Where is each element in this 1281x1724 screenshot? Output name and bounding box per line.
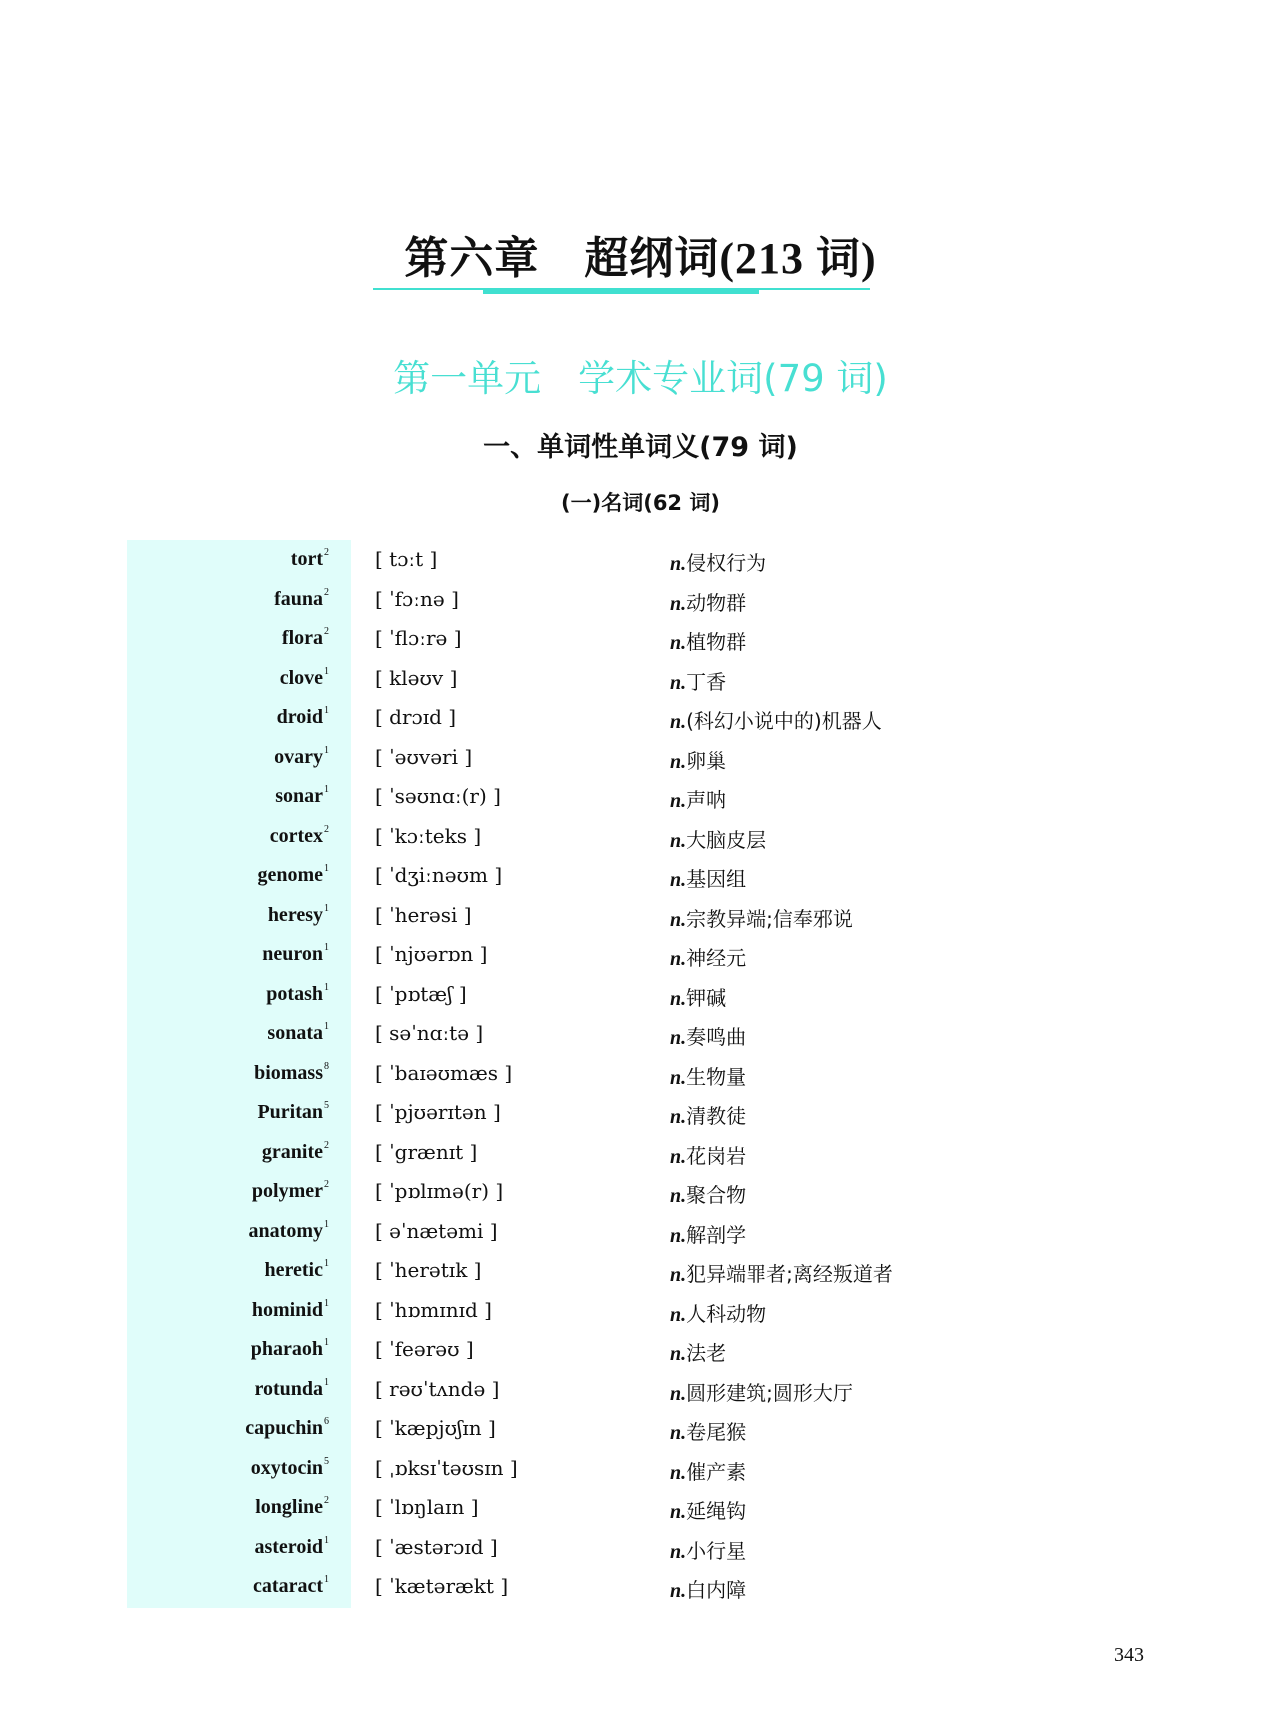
meaning-text: (科幻小说中的)机器人 (686, 709, 882, 733)
meaning-text: 大脑皮层 (686, 827, 767, 852)
part-of-speech: n. (670, 671, 687, 694)
frequency-superscript: 2 (324, 1495, 329, 1506)
entry-word (253, 1574, 329, 1598)
word-text: hominid (251, 1298, 323, 1321)
entry-phonetic: [ ˈpɒlɪmə(r) ] (375, 1179, 504, 1203)
vocabulary-entry (0, 1298, 1281, 1338)
entry-word (254, 1377, 329, 1401)
entry-phonetic: [ ˈnjʊərɒn ] (375, 942, 488, 966)
entry-word (266, 982, 329, 1006)
entry-meaning (670, 1021, 746, 1050)
frequency-superscript: 1 (324, 1534, 329, 1546)
entry-meaning (670, 1298, 766, 1327)
entry-meaning (670, 666, 726, 695)
meaning-text: 法老 (686, 1341, 727, 1365)
vocabulary-entry (0, 745, 1281, 785)
entry-meaning (670, 626, 746, 655)
word-text: tort (290, 548, 323, 570)
meaning-text: 侵权行为 (686, 551, 767, 575)
vocabulary-entry (0, 1416, 1281, 1456)
frequency-superscript: 1 (324, 981, 329, 993)
vocabulary-entry (0, 587, 1281, 627)
entry-word (291, 547, 329, 571)
entry-meaning (670, 1219, 746, 1248)
vocabulary-entry (0, 863, 1281, 903)
entry-phonetic: [ ˈæstərɔɪd ] (375, 1534, 498, 1559)
meaning-text: 催产素 (686, 1459, 747, 1484)
entry-phonetic: [ ˈflɔːrə ] (375, 626, 462, 650)
chapter-title: 第六章 超纲词(213 词) (404, 234, 877, 283)
vocabulary-entry (0, 1337, 1281, 1377)
meaning-text: 白内障 (686, 1578, 747, 1602)
meaning-text: 动物群 (686, 590, 747, 615)
frequency-superscript: 2 (324, 823, 329, 835)
meaning-text: 丁香 (686, 669, 727, 694)
vocabulary-entry (0, 903, 1281, 943)
entry-word (257, 863, 329, 887)
word-text: granite (261, 1140, 323, 1163)
part-of-speech: n. (670, 1501, 687, 1523)
word-text: cortex (269, 824, 323, 847)
entry-meaning (670, 942, 746, 971)
frequency-superscript: 6 (324, 1416, 329, 1427)
frequency-superscript: 2 (324, 547, 329, 558)
word-text: polymer (251, 1180, 323, 1202)
part-of-speech: n. (670, 1382, 687, 1405)
entry-phonetic: [ drɔɪd ] (375, 705, 457, 729)
entry-meaning (670, 1377, 853, 1406)
entry-phonetic: [ ˈsəʊnɑː(r) ] (375, 784, 501, 808)
entry-meaning (670, 1179, 746, 1208)
vocabulary-entry (0, 1021, 1281, 1061)
entry-phonetic: [ ˈlɒŋlaɪn ] (375, 1495, 479, 1519)
part-of-speech: n. (670, 711, 687, 733)
vocabulary-entry (0, 1456, 1281, 1496)
frequency-superscript: 2 (324, 1139, 329, 1151)
vocabulary-entry (0, 1140, 1281, 1180)
part-of-speech: n. (670, 1224, 687, 1247)
word-text: asteroid (254, 1535, 323, 1558)
entry-phonetic: [ ˈpjʊərɪtən ] (375, 1100, 501, 1124)
word-text: biomass (254, 1061, 323, 1084)
entry-phonetic: [ ˈherətɪk ] (375, 1258, 482, 1282)
entry-meaning (670, 1456, 746, 1485)
part-of-speech: n. (670, 987, 687, 1010)
entry-word (282, 626, 329, 650)
section-title: 一、单词性单词义(79 词) (483, 432, 798, 463)
entry-phonetic: [ ˈkætərækt ] (375, 1574, 509, 1598)
meaning-text: 圆形建筑;圆形大厅 (686, 1380, 853, 1405)
entry-word (251, 1456, 329, 1480)
meaning-text: 花岗岩 (686, 1143, 747, 1168)
entry-word (274, 587, 329, 611)
meaning-text: 基因组 (686, 867, 747, 891)
entry-meaning (670, 903, 853, 932)
frequency-superscript: 1 (324, 1574, 329, 1585)
entry-meaning (670, 1495, 746, 1524)
meaning-text: 奏鸣曲 (686, 1025, 747, 1049)
entry-meaning (670, 982, 726, 1011)
vocabulary-entry (0, 942, 1281, 982)
entry-word (257, 1100, 329, 1124)
unit-title: 第一单元 学术专业词(79 词) (393, 357, 888, 400)
entry-meaning (670, 547, 766, 576)
entry-meaning (670, 1337, 726, 1366)
vocabulary-entry (0, 1179, 1281, 1219)
entry-phonetic: [ ˈpɒtæʃ ] (375, 981, 467, 1006)
entry-meaning (670, 1140, 746, 1169)
entry-phonetic: [ ˈdʒiːnəʊm ] (375, 863, 503, 887)
entry-meaning (670, 1535, 746, 1564)
entry-meaning (670, 824, 766, 853)
meaning-text: 宗教异端;信奉邪说 (686, 906, 853, 931)
meaning-text: 卵巢 (686, 748, 727, 773)
meaning-text: 钾碱 (686, 985, 727, 1010)
meaning-text: 人科动物 (686, 1301, 767, 1326)
entry-word (280, 666, 329, 690)
vocabulary-entry (0, 1535, 1281, 1575)
word-text: oxytocin (250, 1456, 323, 1479)
entry-meaning (670, 1574, 746, 1603)
word-text: heretic (264, 1259, 323, 1281)
vocabulary-entry (0, 1100, 1281, 1140)
entry-phonetic: [ kləʊv ] (375, 665, 458, 690)
frequency-superscript: 5 (324, 1455, 329, 1467)
vocabulary-entry (0, 547, 1281, 587)
frequency-superscript: 1 (324, 863, 329, 874)
part-of-speech: n. (670, 632, 687, 654)
vocabulary-entry (0, 626, 1281, 666)
frequency-superscript: 1 (324, 705, 329, 716)
meaning-text: 生物量 (686, 1064, 747, 1089)
word-text: sonar (275, 785, 323, 807)
entry-phonetic: [ rəʊˈtʌndə ] (375, 1376, 500, 1401)
frequency-superscript: 1 (324, 902, 329, 914)
part-of-speech: n. (670, 790, 687, 812)
word-text: cataract (253, 1575, 323, 1597)
word-text: anatomy (248, 1219, 323, 1242)
frequency-superscript: 1 (324, 1337, 329, 1348)
entry-phonetic: [ ˌɒksɪˈtəʊsɪn ] (375, 1455, 518, 1480)
part-of-speech: n. (670, 1422, 687, 1444)
frequency-superscript: 1 (324, 1218, 329, 1230)
entry-phonetic: [ əˈnætəmi ] (375, 1218, 498, 1243)
vocabulary-entry (0, 666, 1281, 706)
entry-phonetic: [ tɔːt ] (375, 547, 438, 571)
title-accent-bar (483, 288, 759, 294)
entry-meaning (670, 863, 746, 892)
entry-meaning (670, 745, 726, 774)
frequency-superscript: 1 (324, 1021, 329, 1032)
vocabulary-entry (0, 982, 1281, 1022)
part-of-speech: n. (670, 1303, 687, 1326)
word-text: longline (255, 1496, 323, 1518)
entry-phonetic: [ ˈfɔːnə ] (375, 586, 459, 611)
vocabulary-entry (0, 784, 1281, 824)
entry-phonetic: [ ˈəʊvəri ] (375, 744, 473, 769)
entry-phonetic: [ ˈgrænɪt ] (375, 1139, 478, 1164)
word-text: capuchin (245, 1417, 323, 1439)
frequency-superscript: 8 (324, 1060, 329, 1072)
part-of-speech: n. (670, 750, 687, 773)
word-text: Puritan (257, 1101, 323, 1123)
word-text: neuron (262, 943, 323, 965)
meaning-text: 植物群 (686, 630, 747, 654)
word-text: ovary (274, 745, 323, 768)
word-text: flora (281, 627, 323, 649)
entry-meaning (670, 587, 746, 616)
part-of-speech: n. (670, 908, 687, 931)
part-of-speech: n. (670, 1580, 687, 1602)
subsection-title: (一)名词(62 词) (561, 491, 720, 515)
vocabulary-entry (0, 824, 1281, 864)
entry-word (265, 1258, 330, 1282)
meaning-text: 声呐 (686, 788, 727, 812)
word-text: genome (257, 864, 323, 886)
entry-phonetic: [ ˈfeərəʊ ] (375, 1337, 474, 1361)
word-text: potash (266, 982, 323, 1005)
entry-meaning (670, 784, 726, 813)
entry-phonetic: [ ˈherəsi ] (375, 902, 472, 927)
entry-word (275, 784, 329, 808)
word-text: sonata (267, 1022, 323, 1044)
meaning-text: 清教徒 (686, 1104, 747, 1128)
part-of-speech: n. (670, 1264, 687, 1286)
entry-meaning (670, 1061, 746, 1090)
entry-meaning (670, 1416, 746, 1445)
entry-word (252, 1179, 329, 1203)
entry-phonetic: [ səˈnɑːtə ] (375, 1021, 484, 1045)
meaning-text: 卷尾猴 (686, 1420, 747, 1444)
vocabulary-entry (0, 1377, 1281, 1417)
word-text: heresy (267, 903, 323, 926)
vocabulary-entry (0, 1219, 1281, 1259)
entry-word (255, 1495, 329, 1519)
frequency-superscript: 1 (324, 942, 329, 953)
vocabulary-entry (0, 1061, 1281, 1101)
part-of-speech: n. (670, 829, 687, 852)
vocabulary-entry (0, 705, 1281, 745)
entry-meaning (670, 1258, 893, 1287)
meaning-text: 小行星 (686, 1538, 747, 1563)
part-of-speech: n. (670, 1540, 687, 1563)
part-of-speech: n. (670, 1106, 687, 1128)
entry-word (277, 705, 329, 729)
entry-word (262, 942, 329, 966)
entry-word (274, 745, 329, 769)
entry-word (267, 1021, 329, 1045)
entry-word (254, 1535, 329, 1559)
frequency-superscript: 1 (324, 784, 329, 795)
frequency-superscript: 1 (324, 1376, 329, 1388)
word-text: rotunda (254, 1377, 323, 1400)
entry-phonetic: [ ˈbaɪəʊmæs ] (375, 1060, 513, 1085)
frequency-superscript: 1 (324, 744, 329, 756)
vocabulary-entry (0, 1495, 1281, 1535)
word-text: droid (276, 706, 323, 728)
meaning-text: 延绳钩 (686, 1499, 747, 1523)
entry-word (245, 1416, 329, 1440)
frequency-superscript: 1 (324, 665, 329, 677)
meaning-text: 犯异端罪者;离经叛道者 (686, 1262, 893, 1286)
part-of-speech: n. (670, 1027, 687, 1049)
entry-phonetic: [ ˈkæpjʊʃɪn ] (375, 1416, 496, 1440)
word-text: clove (279, 666, 323, 689)
entry-word (254, 1061, 329, 1085)
part-of-speech: n. (670, 553, 687, 575)
part-of-speech: n. (670, 1185, 687, 1207)
page-number: 343 (1114, 1644, 1144, 1666)
frequency-superscript: 1 (324, 1258, 329, 1269)
vocabulary-entry (0, 1258, 1281, 1298)
word-text: fauna (274, 587, 323, 610)
meaning-text: 聚合物 (686, 1183, 747, 1207)
part-of-speech: n. (670, 1145, 687, 1168)
word-text: pharaoh (250, 1338, 323, 1360)
frequency-superscript: 2 (324, 626, 329, 637)
part-of-speech: n. (670, 1343, 687, 1365)
meaning-text: 神经元 (686, 946, 747, 970)
entry-meaning (670, 705, 882, 734)
part-of-speech: n. (670, 592, 687, 615)
entry-phonetic: [ ˈkɔːteks ] (375, 823, 482, 848)
frequency-superscript: 2 (324, 1179, 329, 1190)
part-of-speech: n. (670, 948, 687, 970)
part-of-speech: n. (670, 1461, 687, 1484)
frequency-superscript: 1 (324, 1297, 329, 1309)
entry-word (270, 824, 329, 848)
entry-word (268, 903, 329, 927)
entry-word (252, 1298, 329, 1322)
frequency-superscript: 2 (324, 586, 329, 598)
vocabulary-entry (0, 1574, 1281, 1614)
part-of-speech: n. (670, 1066, 687, 1089)
entry-word (251, 1337, 329, 1361)
entry-word (249, 1219, 329, 1243)
meaning-text: 解剖学 (686, 1222, 747, 1247)
entry-word (262, 1140, 329, 1164)
frequency-superscript: 5 (324, 1100, 329, 1111)
part-of-speech: n. (670, 869, 687, 891)
entry-meaning (670, 1100, 746, 1129)
entry-phonetic: [ ˈhɒmɪnɪd ] (375, 1297, 492, 1322)
